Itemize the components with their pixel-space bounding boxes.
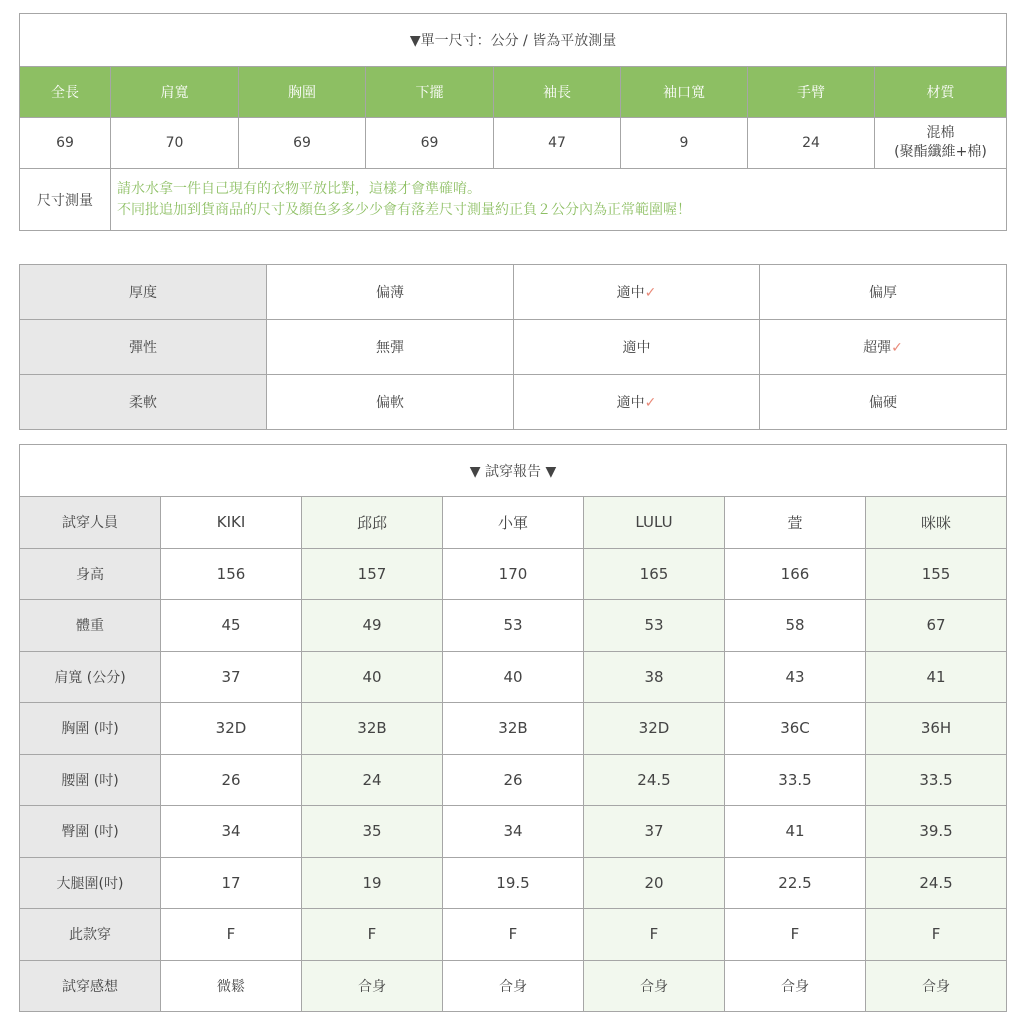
material-line2: (聚酯纖維+棉) — [894, 144, 987, 160]
tryon-table-title: ▼ 試穿報告 ▼ — [20, 445, 1007, 497]
size-note-row — [20, 169, 1007, 231]
tryon-cell: 53 — [584, 600, 725, 652]
tryon-cell: 40 — [443, 651, 584, 703]
value-hem: 69 — [366, 118, 494, 169]
value-cuff-width: 9 — [621, 118, 748, 169]
fabric-option-label: 適中 — [616, 395, 645, 411]
tryon-row — [20, 754, 1007, 806]
tryon-row-label: 臀圍 (吋) — [20, 806, 161, 858]
fabric-option-1 — [267, 375, 514, 430]
tryon-cell: F — [443, 909, 584, 961]
tryon-cell: 合身 — [443, 960, 584, 1012]
tryon-cell: 19.5 — [443, 857, 584, 909]
tryon-cell: 合身 — [584, 960, 725, 1012]
fabric-option-label: 適中 — [622, 340, 651, 356]
tryon-cell: 67 — [866, 600, 1007, 652]
tryon-cell: 156 — [161, 548, 302, 600]
tryon-cell: 22.5 — [725, 857, 866, 909]
value-shoulder: 70 — [111, 118, 239, 169]
fabric-option-label: 偏硬 — [869, 395, 897, 411]
tryon-cell: 24 — [302, 754, 443, 806]
tryon-cell: 合身 — [302, 960, 443, 1012]
size-value-row — [20, 118, 1007, 169]
tryon-cell: F — [161, 909, 302, 961]
tryon-cell: KIKI — [161, 497, 302, 549]
tryon-cell: 36C — [725, 703, 866, 755]
tryon-cell: 32B — [443, 703, 584, 755]
tryon-cell: 咪咪 — [866, 497, 1007, 549]
tryon-cell: 邱邱 — [302, 497, 443, 549]
size-header-row — [20, 67, 1007, 118]
value-length: 69 — [20, 118, 111, 169]
fabric-attr-label: 柔軟 — [20, 375, 267, 430]
fabric-option-3 — [760, 375, 1007, 430]
tryon-cell: 49 — [302, 600, 443, 652]
header-sleeve-length: 袖長 — [494, 67, 621, 118]
fabric-option-1 — [267, 265, 514, 320]
tryon-cell: 36H — [866, 703, 1007, 755]
note-line2: 不同批追加到貨商品的尺寸及顏色多多少少會有落差尺寸測量約正負２公分內為正常範圍喔！ — [117, 201, 691, 218]
fabric-option-2 — [514, 375, 760, 430]
tryon-row — [20, 600, 1007, 652]
tryon-cell: 34 — [443, 806, 584, 858]
fabric-table — [19, 264, 1007, 430]
tryon-row — [20, 548, 1007, 600]
tryon-cell: F — [866, 909, 1007, 961]
note-line1: 請水水拿一件自己現有的衣物平放比對，這樣才會準確唷。 — [117, 180, 481, 197]
tryon-cell: 小軍 — [443, 497, 584, 549]
fabric-option-3 — [760, 265, 1007, 320]
tryon-row — [20, 497, 1007, 549]
fabric-option-label: 無彈 — [376, 340, 404, 356]
check-mark-icon: ✓ — [644, 285, 657, 301]
tryon-row-label: 身高 — [20, 548, 161, 600]
tryon-cell: 165 — [584, 548, 725, 600]
tryon-cell: 32D — [161, 703, 302, 755]
note-text — [111, 169, 1007, 231]
tryon-cell: F — [584, 909, 725, 961]
tryon-row-label: 大腿圍(吋) — [20, 857, 161, 909]
tryon-row — [20, 703, 1007, 755]
tryon-row — [20, 806, 1007, 858]
fabric-option-label: 適中 — [616, 285, 645, 301]
tryon-cell: 20 — [584, 857, 725, 909]
tryon-cell: 26 — [161, 754, 302, 806]
tryon-cell: 45 — [161, 600, 302, 652]
fabric-option-label: 超彈 — [863, 340, 892, 356]
tryon-cell: 170 — [443, 548, 584, 600]
value-arm: 24 — [748, 118, 875, 169]
tryon-cell: 40 — [302, 651, 443, 703]
check-mark-icon: ✓ — [644, 395, 657, 411]
tryon-cell: 24.5 — [866, 857, 1007, 909]
tryon-cell: 26 — [443, 754, 584, 806]
fabric-option-2 — [514, 320, 760, 375]
header-material: 材質 — [875, 67, 1007, 118]
tryon-cell: 19 — [302, 857, 443, 909]
size-table-title: ▼單一尺寸：公分 / 皆為平放測量 — [20, 14, 1007, 67]
tryon-cell: 43 — [725, 651, 866, 703]
note-label: 尺寸測量 — [20, 169, 111, 231]
tryon-cell: 166 — [725, 548, 866, 600]
tryon-cell: 32D — [584, 703, 725, 755]
tryon-cell: 合身 — [866, 960, 1007, 1012]
tryon-cell: 32B — [302, 703, 443, 755]
tryon-cell: 合身 — [725, 960, 866, 1012]
tryon-cell: 萱 — [725, 497, 866, 549]
tryon-cell: 37 — [584, 806, 725, 858]
fabric-row-elasticity — [20, 320, 1007, 375]
fabric-row-softness — [20, 375, 1007, 430]
fabric-attr-label: 彈性 — [20, 320, 267, 375]
tryon-cell: 37 — [161, 651, 302, 703]
tryon-cell: 24.5 — [584, 754, 725, 806]
tryon-cell: 17 — [161, 857, 302, 909]
tryon-row-label: 胸圍 (吋) — [20, 703, 161, 755]
header-length: 全長 — [20, 67, 111, 118]
tryon-cell: 35 — [302, 806, 443, 858]
tryon-cell: 38 — [584, 651, 725, 703]
fabric-option-3 — [760, 320, 1007, 375]
tryon-row-label: 腰圍 (吋) — [20, 754, 161, 806]
fabric-option-label: 偏薄 — [376, 285, 404, 301]
tryon-row-label: 體重 — [20, 600, 161, 652]
tryon-cell: 155 — [866, 548, 1007, 600]
tryon-cell: 41 — [866, 651, 1007, 703]
tryon-cell: 58 — [725, 600, 866, 652]
fabric-option-label: 偏軟 — [376, 395, 404, 411]
tryon-cell: 39.5 — [866, 806, 1007, 858]
tryon-cell: 33.5 — [866, 754, 1007, 806]
tryon-row-label: 此款穿 — [20, 909, 161, 961]
tryon-cell: 34 — [161, 806, 302, 858]
fabric-option-1 — [267, 320, 514, 375]
tryon-row-label: 試穿人員 — [20, 497, 161, 549]
fabric-row-thickness — [20, 265, 1007, 320]
size-table — [19, 13, 1007, 231]
tryon-table — [19, 444, 1007, 1012]
tryon-cell: 41 — [725, 806, 866, 858]
tryon-cell: LULU — [584, 497, 725, 549]
tryon-cell: 157 — [302, 548, 443, 600]
fabric-attr-label: 厚度 — [20, 265, 267, 320]
fabric-option-label: 偏厚 — [869, 285, 897, 301]
value-chest: 69 — [239, 118, 366, 169]
tryon-cell: F — [302, 909, 443, 961]
header-cuff-width: 袖口寬 — [621, 67, 748, 118]
tryon-row — [20, 960, 1007, 1012]
header-hem: 下擺 — [366, 67, 494, 118]
tryon-row-label: 試穿感想 — [20, 960, 161, 1012]
value-material — [875, 118, 1007, 169]
tryon-cell: 53 — [443, 600, 584, 652]
header-shoulder: 肩寬 — [111, 67, 239, 118]
tryon-row — [20, 857, 1007, 909]
tryon-cell: 33.5 — [725, 754, 866, 806]
header-chest: 胸圍 — [239, 67, 366, 118]
material-line1: 混棉 — [926, 125, 955, 141]
header-arm: 手臂 — [748, 67, 875, 118]
tryon-cell: F — [725, 909, 866, 961]
tryon-row — [20, 909, 1007, 961]
tryon-row — [20, 651, 1007, 703]
fabric-option-2 — [514, 265, 760, 320]
value-sleeve-length: 47 — [494, 118, 621, 169]
check-mark-icon: ✓ — [891, 340, 903, 356]
tryon-row-label: 肩寬 (公分) — [20, 651, 161, 703]
tryon-cell: 微鬆 — [161, 960, 302, 1012]
